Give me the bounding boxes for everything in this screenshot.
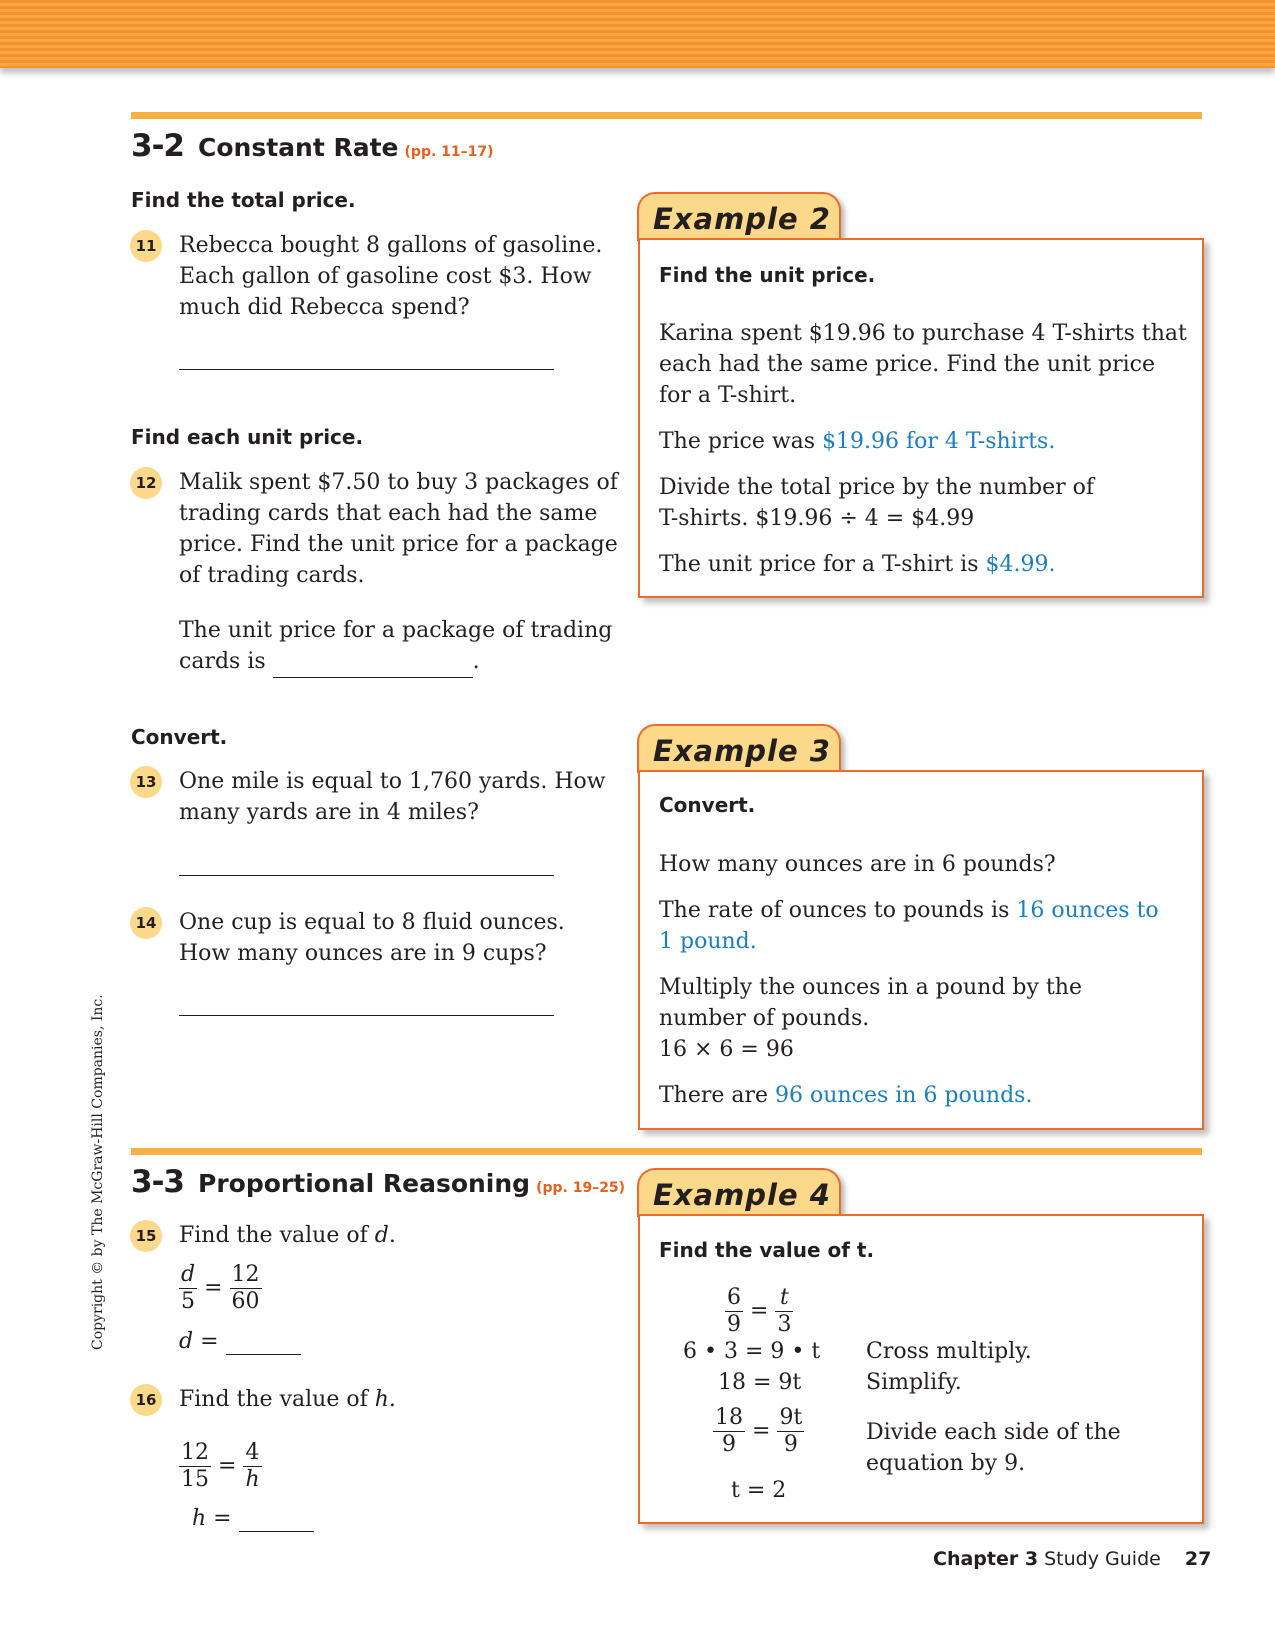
fraction xyxy=(230,1262,262,1315)
fraction xyxy=(725,1285,743,1338)
text-line: Each gallon of gasoline cost $3. How xyxy=(179,264,592,289)
example-4-step-3-note xyxy=(866,1417,1121,1479)
answer-label: h = xyxy=(192,1506,232,1531)
heading-total-price: Find the total price. xyxy=(131,188,356,212)
highlight-text: 1 pound. xyxy=(659,929,757,954)
text-line: The unit price for a package of trading xyxy=(179,618,613,643)
problem-11-text xyxy=(179,230,602,323)
numerator: t xyxy=(775,1285,793,1312)
example-3-rate xyxy=(659,895,1189,957)
section-rule xyxy=(131,1148,1202,1155)
problem-13-text xyxy=(179,766,606,828)
period: . xyxy=(388,1387,396,1412)
text-line: of trading cards. xyxy=(179,563,365,588)
fraction xyxy=(243,1440,261,1493)
example-4-heading: Find the value of t. xyxy=(659,1238,875,1262)
example-2-divide xyxy=(659,472,1189,534)
problem-15-answer xyxy=(179,1329,301,1355)
text-line: Malik spent $7.50 to buy 3 packages of xyxy=(179,470,618,495)
equals-sign: = xyxy=(750,1298,769,1324)
numerator: 12 xyxy=(181,1440,209,1465)
problem-16-prompt xyxy=(179,1384,396,1415)
problem-16-answer xyxy=(192,1506,314,1532)
example-3-tab xyxy=(637,724,841,773)
problem-12-answer xyxy=(179,615,612,678)
example-3-question: How many ounces are in 6 pounds? xyxy=(659,852,1056,877)
fraction xyxy=(179,1262,197,1315)
example-4-step-2-note: Simplify. xyxy=(866,1370,962,1395)
example-2-heading: Find the unit price. xyxy=(659,263,876,287)
top-decorative-band xyxy=(0,0,1275,68)
numerator: 6 xyxy=(727,1285,741,1310)
equals-sign: = xyxy=(752,1418,771,1444)
fraction xyxy=(179,1440,211,1493)
example-4-step-2: 18 = 9t xyxy=(718,1370,802,1395)
fraction xyxy=(777,1405,804,1458)
problem-15-equation xyxy=(179,1262,262,1315)
section-rule xyxy=(131,112,1202,119)
text-line: number of pounds. xyxy=(659,1006,870,1031)
section-heading-3-2 xyxy=(131,128,494,164)
problem-number-12: 12 xyxy=(130,467,162,499)
footer-chapter: Chapter 3 xyxy=(933,1548,1039,1570)
problem-number-15: 15 xyxy=(130,1220,162,1252)
equals-sign: = xyxy=(204,1275,223,1301)
text: The rate of ounces to pounds is xyxy=(659,898,1017,923)
highlight-text: $4.99. xyxy=(985,552,1056,577)
text-line: equation by 9. xyxy=(866,1451,1026,1476)
denominator: 3 xyxy=(777,1312,792,1337)
example-label: Example 4 xyxy=(653,1178,831,1212)
answer-blank-12[interactable] xyxy=(273,646,473,678)
text: There are xyxy=(659,1083,776,1108)
numerator: 4 xyxy=(243,1440,261,1467)
text-line: Rebecca bought 8 gallons of gasoline. xyxy=(179,233,603,258)
numerator: d xyxy=(181,1262,196,1287)
example-4-result: t = 2 xyxy=(731,1478,787,1503)
section-heading-3-3 xyxy=(131,1164,625,1200)
text-line: each had the same price. Find the unit price xyxy=(659,352,1155,377)
text-line: Divide each side of the xyxy=(866,1420,1121,1445)
problem-number-16: 16 xyxy=(130,1384,162,1416)
equals-sign: = xyxy=(218,1453,237,1479)
text-line: trading cards that each had the same xyxy=(179,501,598,526)
example-4-step-1: 6 • 3 = 9 • t xyxy=(683,1339,821,1364)
text: The price was xyxy=(659,429,823,454)
numerator: 18 xyxy=(715,1405,743,1430)
text: The unit price for a T-shirt is xyxy=(659,552,986,577)
text-line: Divide the total price by the number of xyxy=(659,475,1095,500)
answer-line-13[interactable] xyxy=(179,875,554,876)
section-number: 3-3 xyxy=(131,1164,185,1200)
problem-number-13: 13 xyxy=(130,766,162,798)
highlight-text: 16 ounces to xyxy=(1016,898,1159,923)
answer-line-11[interactable] xyxy=(179,369,554,370)
period: . xyxy=(472,649,480,674)
text-line: Multiply the ounces in a pound by the xyxy=(659,975,1082,1000)
example-2-tab xyxy=(637,192,841,241)
denominator: 15 xyxy=(181,1467,209,1492)
denominator: 9 xyxy=(722,1432,736,1457)
example-2-price xyxy=(659,426,1189,457)
example-4-step-1-note: Cross multiply. xyxy=(866,1339,1032,1364)
denominator: 9 xyxy=(727,1312,741,1337)
text-line: many yards are in 4 miles? xyxy=(179,800,479,825)
text-line: much did Rebecca spend? xyxy=(179,295,470,320)
problem-12-text xyxy=(179,467,618,591)
prompt-text: Find the value of xyxy=(179,1223,368,1248)
denominator: 9 xyxy=(783,1432,798,1457)
text-line: One cup is equal to 8 fluid ounces. xyxy=(179,910,565,935)
problem-number-11: 11 xyxy=(130,230,162,262)
text-line: cards is xyxy=(179,649,266,674)
example-3-heading: Convert. xyxy=(659,793,756,817)
text-line: T-shirts. $19.96 ÷ 4 = $4.99 xyxy=(659,506,975,531)
variable: d xyxy=(374,1223,389,1248)
example-4-equation-2 xyxy=(713,1405,804,1458)
example-3-multiply xyxy=(659,972,1189,1065)
answer-blank-16[interactable] xyxy=(239,1506,314,1532)
text-line: How many ounces are in 9 cups? xyxy=(179,941,547,966)
prompt-text: Find the value of xyxy=(179,1387,368,1412)
problem-15-prompt xyxy=(179,1220,396,1251)
text-line: price. Find the unit price for a package xyxy=(179,532,618,557)
example-4-tab xyxy=(637,1168,841,1217)
example-2-box xyxy=(638,238,1204,598)
numerator: 9t xyxy=(779,1405,803,1430)
example-2-result xyxy=(659,549,1189,580)
denominator: 5 xyxy=(181,1289,196,1314)
example-label: Example 3 xyxy=(653,734,831,768)
problem-number-14: 14 xyxy=(130,907,162,939)
highlight-text: $19.96 for 4 T-shirts. xyxy=(822,429,1056,454)
text-line: for a T-shirt. xyxy=(659,383,797,408)
example-label: Example 2 xyxy=(653,202,831,236)
problem-16-equation xyxy=(179,1440,262,1493)
fraction xyxy=(775,1285,793,1338)
problem-14-text xyxy=(179,907,565,969)
answer-blank-15[interactable] xyxy=(226,1329,301,1355)
variable: h xyxy=(374,1387,389,1412)
copyright-notice: Copyright © by The McGraw-Hill Companies, Inc. xyxy=(90,994,106,1350)
denominator: 60 xyxy=(231,1289,260,1314)
answer-line-14[interactable] xyxy=(179,1015,554,1016)
section-title: Proportional Reasoning xyxy=(198,1169,531,1198)
example-2-intro xyxy=(659,318,1189,411)
answer-label: d = xyxy=(179,1329,219,1354)
text-line: Karina spent $19.96 to purchase 4 T-shirts that xyxy=(659,321,1187,346)
section-pages: (pp. 19–25) xyxy=(536,1180,626,1196)
fraction xyxy=(713,1405,745,1458)
page-footer xyxy=(933,1548,1211,1570)
heading-unit-price: Find each unit price. xyxy=(131,425,364,449)
numerator: 12 xyxy=(231,1262,260,1287)
highlight-text: 96 ounces in 6 pounds. xyxy=(775,1083,1033,1108)
page-number: 27 xyxy=(1184,1548,1212,1570)
example-3-result xyxy=(659,1080,1189,1111)
text-line: 16 × 6 = 96 xyxy=(659,1037,794,1062)
section-pages: (pp. 11–17) xyxy=(404,144,494,160)
heading-convert: Convert. xyxy=(131,725,228,749)
text-line: One mile is equal to 1,760 yards. How xyxy=(179,769,606,794)
section-title: Constant Rate xyxy=(198,133,399,162)
denominator: h xyxy=(245,1467,260,1492)
period: . xyxy=(388,1223,396,1248)
example-4-equation-1 xyxy=(725,1285,793,1338)
footer-guide: Study Guide xyxy=(1044,1548,1161,1570)
section-number: 3-2 xyxy=(131,128,185,164)
